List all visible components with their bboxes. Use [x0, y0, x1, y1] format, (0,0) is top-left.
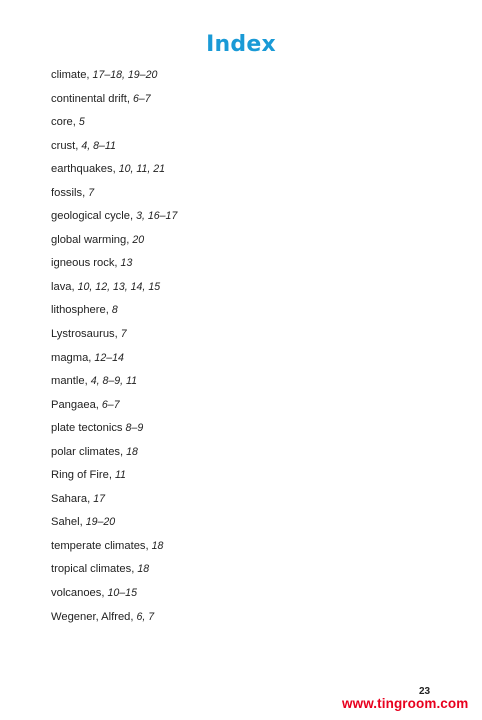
index-pages: 19–20 — [85, 516, 116, 529]
index-term: crust, — [51, 139, 79, 152]
index-entry — [51, 349, 177, 373]
index-term: magma, — [51, 351, 92, 364]
index-entry — [51, 90, 177, 114]
index-pages: 13 — [120, 257, 133, 270]
index-term: climate, — [51, 69, 90, 81]
index-pages: 18 — [137, 563, 150, 576]
index-term: plate tectonics — [51, 422, 123, 435]
index-pages: 8 — [111, 304, 118, 317]
index-entry — [51, 608, 177, 632]
index-entry — [51, 184, 177, 208]
index-entry — [51, 372, 177, 396]
index-pages: 8–9 — [125, 422, 144, 435]
index-entry — [51, 301, 177, 325]
index-term: temperate climates, — [51, 539, 149, 552]
index-term: volcanoes, — [51, 587, 105, 600]
index-term: polar climates, — [51, 445, 124, 458]
index-entry — [51, 278, 177, 302]
index-term: continental drift, — [51, 92, 130, 105]
index-pages: 10–15 — [107, 587, 137, 600]
index-term: core, — [51, 116, 76, 129]
index-pages: 5 — [78, 116, 85, 129]
index-entry — [51, 160, 177, 184]
index-term: earthquakes, — [51, 163, 116, 176]
index-pages: 18 — [151, 539, 164, 552]
index-pages: 4, 8–9, 11 — [90, 375, 138, 388]
index-entry — [51, 66, 177, 90]
index-term: Ring of Fire, — [51, 469, 112, 482]
index-term: mantle, — [51, 375, 88, 388]
index-list — [51, 66, 177, 631]
index-term: tropical climates, — [51, 563, 135, 576]
index-entry — [51, 584, 177, 608]
index-term: fossils, — [51, 186, 86, 199]
index-entry — [51, 419, 177, 443]
page-title: Index — [206, 32, 276, 57]
index-pages: 6–7 — [101, 398, 120, 411]
index-entry — [51, 325, 177, 349]
index-pages: 20 — [132, 233, 145, 246]
index-pages: 6–7 — [132, 92, 151, 105]
index-term: lithosphere, — [51, 304, 109, 317]
index-pages: 11 — [114, 469, 126, 482]
index-pages: 17–18, 19–20 — [92, 69, 158, 81]
watermark: www.tingroom.com — [342, 696, 469, 711]
index-term: global warming, — [51, 233, 130, 246]
index-term: Pangaea, — [51, 398, 99, 411]
index-pages: 17 — [93, 492, 105, 505]
index-term: lava, — [51, 280, 75, 293]
index-pages: 12–14 — [94, 351, 124, 364]
index-entry — [51, 513, 177, 537]
index-term: Lystrosaurus, — [51, 328, 118, 341]
index-pages: 18 — [126, 445, 138, 458]
index-term: Sahel, — [51, 516, 83, 529]
page-number: 23 — [419, 686, 431, 697]
index-entry — [51, 113, 177, 137]
index-entry — [51, 207, 177, 231]
index-entry — [51, 537, 177, 561]
index-pages: 6, 7 — [136, 610, 155, 623]
index-pages: 3, 16–17 — [136, 210, 178, 223]
index-term: Sahara, — [51, 492, 91, 505]
index-term: igneous rock, — [51, 257, 118, 270]
index-pages: 10, 12, 13, 14, 15 — [77, 280, 161, 293]
index-entry — [51, 490, 177, 514]
index-pages: 10, 11, 21 — [118, 163, 166, 176]
index-term: Wegener, Alfred, — [51, 610, 134, 623]
index-pages: 7 — [120, 328, 127, 341]
index-entry — [51, 560, 177, 584]
index-entry — [51, 396, 177, 420]
index-entry — [51, 466, 177, 490]
index-pages: 4, 8–11 — [81, 139, 116, 152]
index-pages: 7 — [88, 186, 95, 199]
index-entry — [51, 443, 177, 467]
index-term: geological cycle, — [51, 210, 134, 223]
index-entry — [51, 254, 177, 278]
index-entry — [51, 231, 177, 255]
index-entry — [51, 137, 177, 161]
